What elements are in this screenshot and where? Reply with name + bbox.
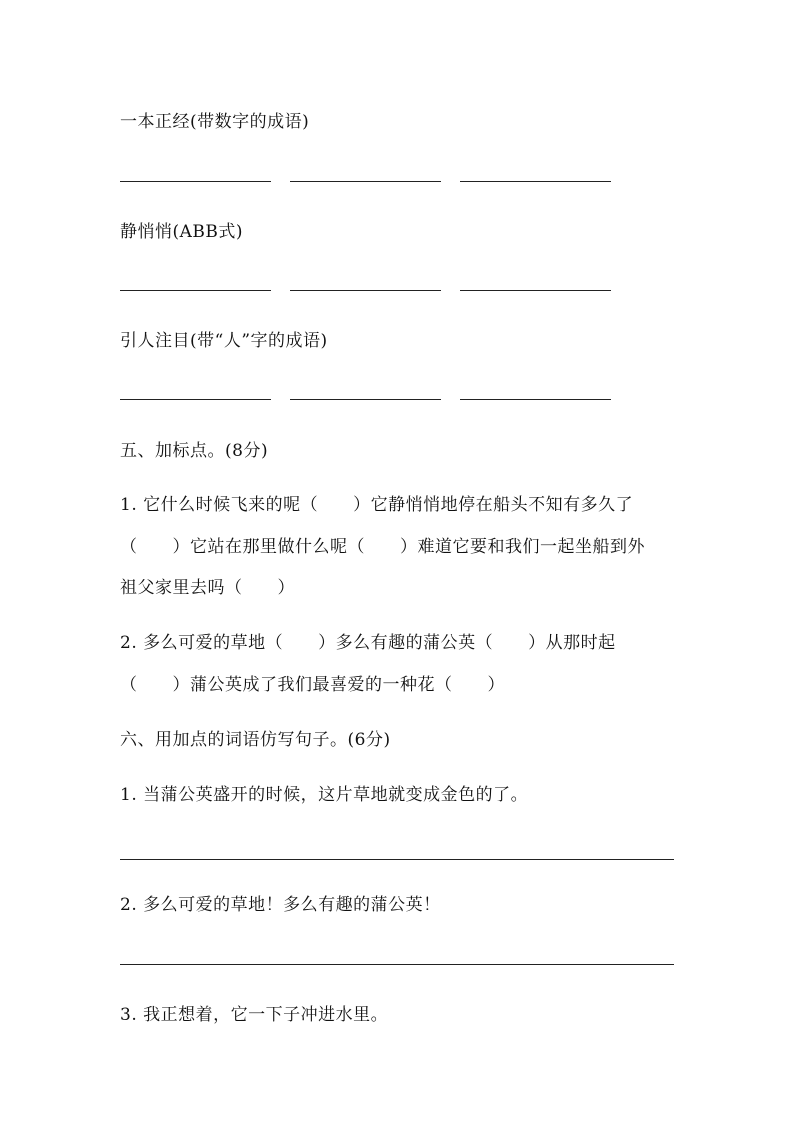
answer-blank[interactable]	[290, 181, 441, 182]
answer-blank[interactable]	[460, 399, 611, 400]
answer-blank[interactable]	[290, 290, 441, 291]
answer-blank-row-2	[120, 290, 610, 291]
answer-blank[interactable]	[460, 181, 611, 182]
idiom-prompt-ren: 引人注目(带“人”字的成语)	[120, 331, 328, 351]
punctuation-q1-line1: 1. 它什么时候飞来的呢（ ）它静悄悄地停在船头不知有多久了	[120, 495, 634, 515]
answer-blank[interactable]	[120, 290, 271, 291]
punctuation-q1-line2: （ ）它站在那里做什么呢（ ）难道它要和我们一起坐船到外	[120, 537, 645, 557]
answer-blank[interactable]	[460, 290, 611, 291]
answer-blank[interactable]	[120, 181, 271, 182]
answer-blank[interactable]	[290, 399, 441, 400]
idiom-prompt-abb: 静悄悄(ABB式)	[120, 222, 244, 242]
section-six-heading: 六、用加点的词语仿写句子。(6分)	[120, 730, 391, 750]
section-five-heading: 五、加标点。(8分)	[120, 441, 269, 461]
punctuation-q2-line2: （ ）蒲公英成了我们最喜爱的一种花（ ）	[120, 675, 505, 695]
punctuation-q1-line3: 祖父家里去吗（ ）	[120, 578, 295, 598]
punctuation-q2-line1: 2. 多么可爱的草地（ ）多么有趣的蒲公英（ ）从那时起	[120, 633, 616, 653]
imitation-sentence-3: 3. 我正想着，它一下子冲进水里。	[120, 1005, 389, 1025]
idiom-prompt-numeric: 一本正经(带数字的成语)	[120, 112, 310, 132]
imitation-sentence-2: 2. 多么可爱的草地！多么有趣的蒲公英！	[120, 895, 441, 915]
answer-blank-row-1	[120, 181, 610, 182]
imitation-sentence-1: 1. 当蒲公英盛开的时候，这片草地就变成金色的了。	[120, 785, 529, 805]
answer-blank[interactable]	[120, 399, 271, 400]
answer-line-1[interactable]	[120, 859, 674, 860]
answer-line-2[interactable]	[120, 964, 674, 965]
answer-blank-row-3	[120, 399, 610, 400]
